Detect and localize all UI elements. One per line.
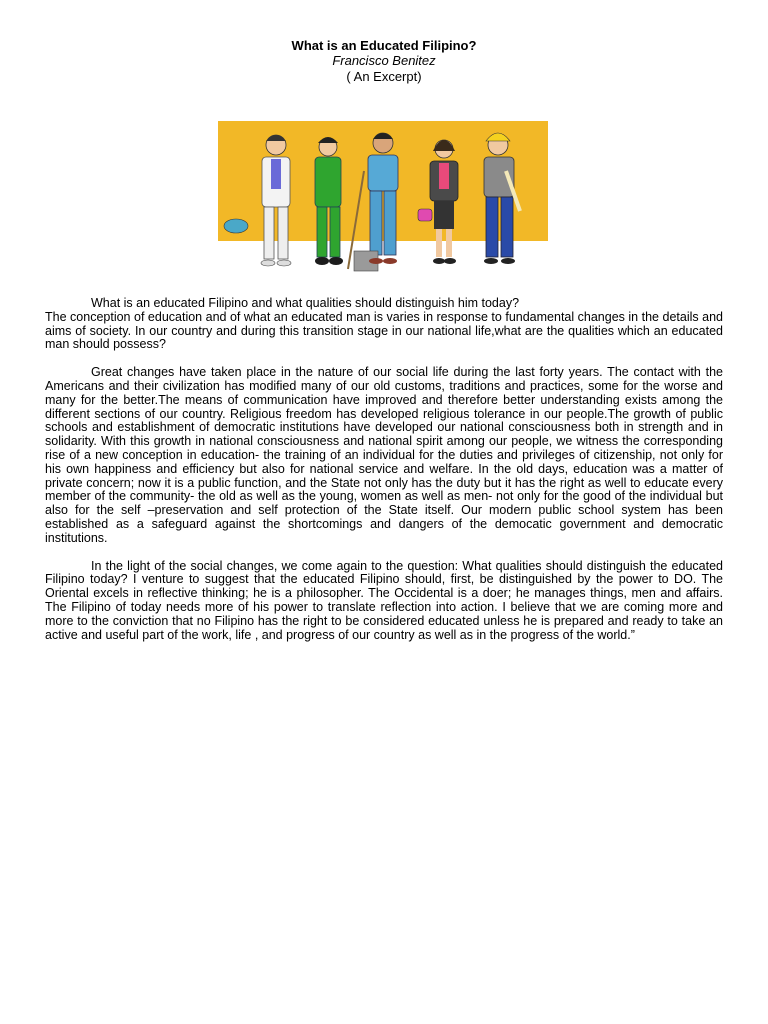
intro-question: What is an educated Filipino and what qualities should distinguish him today? [91,296,520,310]
paragraph-1: The conception of education and of what an educated man is varies in response to fundamental changes in the details and aims of society. In our country and during this transition stage in our national life,what are the qualities which an educated man should possess? [45,309,723,352]
paragraph-3: In the light of the social changes, we come again to the question: What qualities should distinguish the educated Filipino today? I venture to suggest that the educated Filipino should, first, be distinguished by the power to DO. The Oriental excels in reflective thinking; he is a philosopher. The Occidental is a doer; he manages things, men and affairs. The Filipino of today needs more of his power to translate reflection into action. I believe that we are coming more and more to the conviction that no Filipino has the right to be considered educated unless he is prepared and ready to take an active and useful part of the work, life , and progress of our country as well as in the progress of the world.” [45,558,723,642]
paragraph-2: Great changes have taken place in the nature of our social life during the last forty years. The contact with the Americans and their civilization has modified many of our old customs, traditions and practices, some for the worse and many for the better.The means of communication have improved and therefore better understanding exists among the different sections of our country. Religious freedom has developed religious tolerance in our people.The growth of public schools and establishment of democratic institutions have developed our national consciousness both in strength and in solidarity. With this growth in national consciousness and national spirit among our people, we witness the corresponding rise of a new conception in education- the training of an individual for the duties and privileges of citizenship, not only for his own happiness and efficiency but also for national service and welfare. In the old days, education was a matter of private concern; now it is a public function, and the State not only has the duty but it has the right as well to educate every member of the community- the old as well as the young, women as well as men- not only for the good of the individual but also for the self –preservation and self protection of the State itself. Our modern public school system has been established as a safeguard against the shortcomings and dangers of the democatic government and democratic institutions. [45,365,723,545]
workers-illustration [218,121,548,281]
document-title: What is an Educated Filipino? [291,38,477,53]
excerpt-label: ( An Excerpt) [346,69,422,84]
author-name: Francisco Benitez [332,53,436,68]
article-body [45,297,723,642]
